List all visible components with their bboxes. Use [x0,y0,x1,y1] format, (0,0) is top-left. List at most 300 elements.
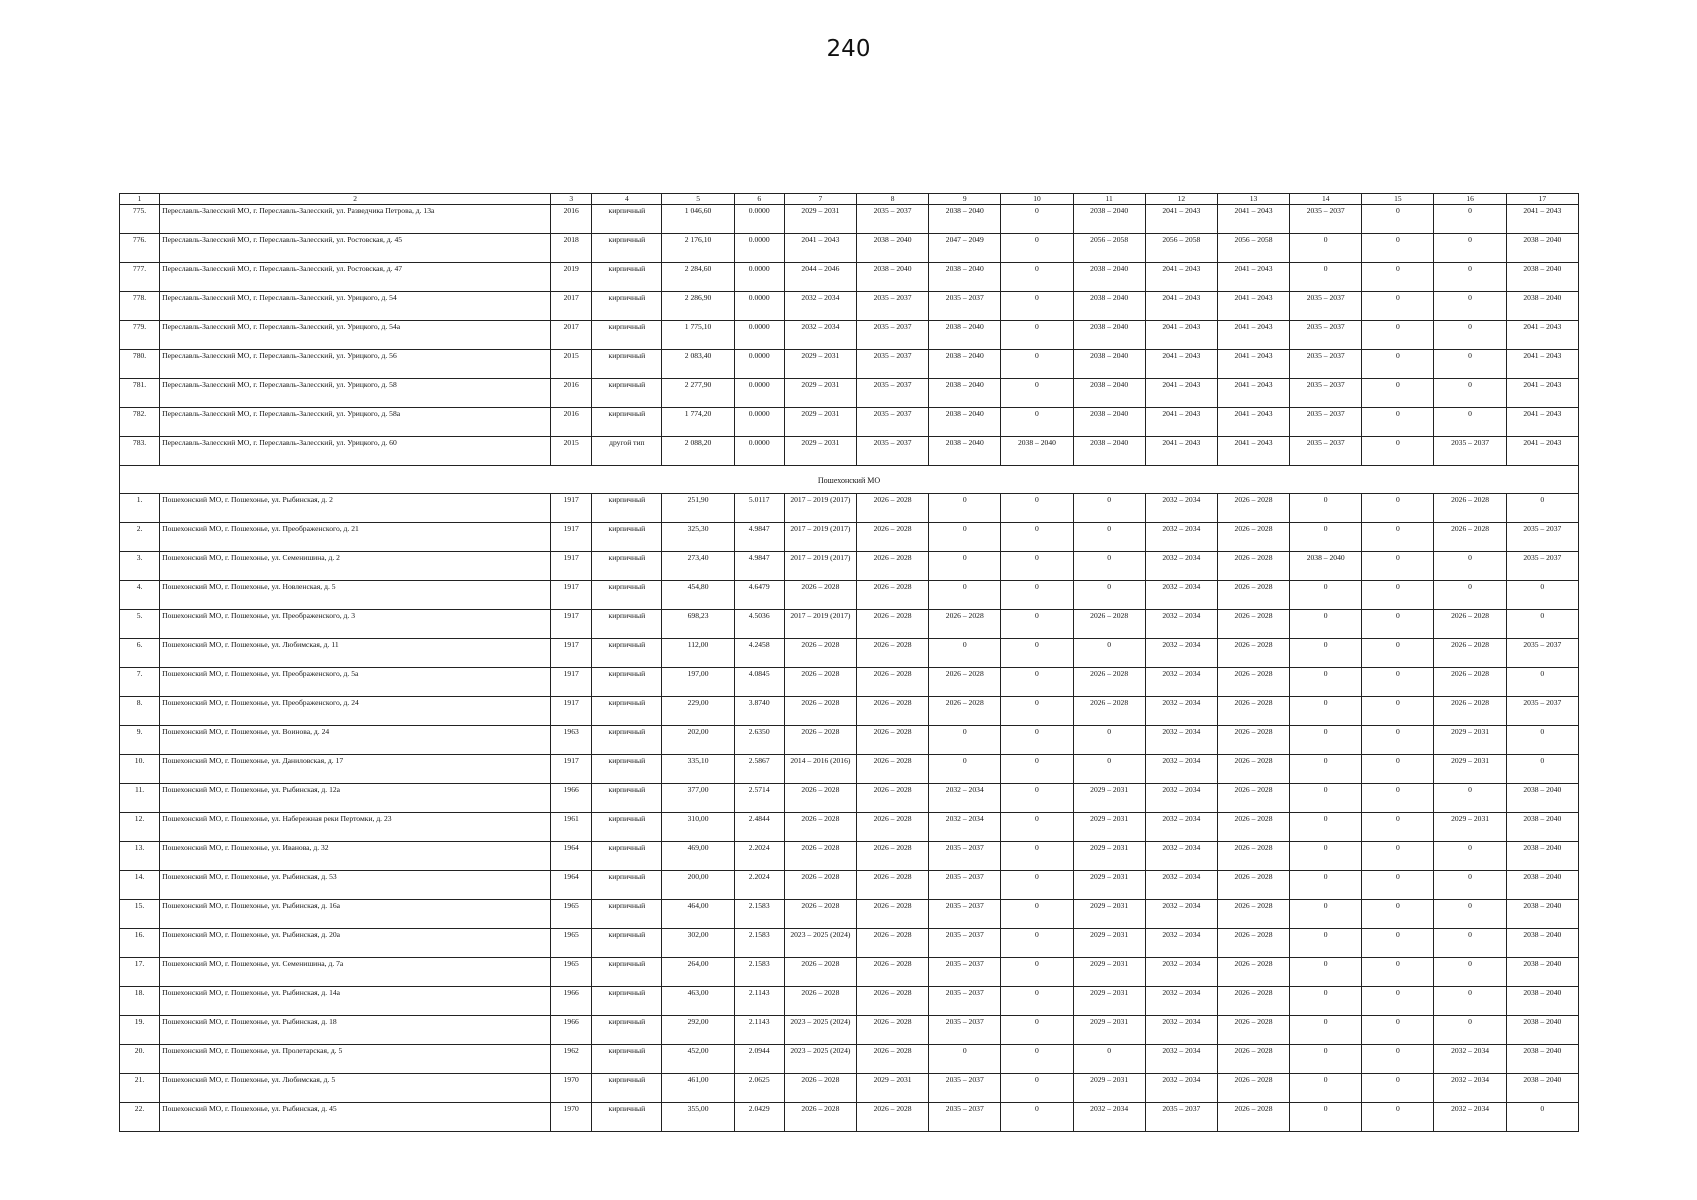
table-cell: 2. [120,523,160,552]
table-cell: 0 [1506,726,1578,755]
table-cell: 2026 – 2028 [784,958,856,987]
table-cell: 2038 – 2040 [856,263,928,292]
table-cell: 202,00 [662,726,734,755]
table-cell: 1964 [551,842,592,871]
table-cell: 2041 – 2043 [1217,408,1289,437]
table-cell: 2026 – 2028 [856,1045,928,1074]
table-cell: 2041 – 2043 [1145,321,1217,350]
table-cell: 2038 – 2040 [1506,871,1578,900]
table-cell: 2026 – 2028 [1217,1103,1289,1132]
table-cell: 2026 – 2028 [1217,1074,1289,1103]
table-cell: Пошехонский МО, г. Пошехонье, ул. Иванова, д. 32 [160,842,551,871]
table-cell: 2041 – 2043 [1145,263,1217,292]
table-cell: кирпичный [592,350,662,379]
table-cell: 17. [120,958,160,987]
table-row [120,263,1579,292]
column-header: 8 [856,194,928,205]
table-cell: 2.1143 [734,987,784,1016]
table-cell: 2026 – 2028 [856,900,928,929]
table-cell: 2041 – 2043 [1506,205,1578,234]
table-row [120,234,1579,263]
table-cell: 2035 – 2037 [1290,379,1362,408]
table-cell: 2035 – 2037 [856,292,928,321]
table-cell: 0 [1001,929,1073,958]
table-cell: 2026 – 2028 [1434,523,1506,552]
table-cell: Переславль-Залесский МО, г. Переславль-Залесский, ул. Урицкого, д. 60 [160,437,551,466]
table-cell: 0 [1001,379,1073,408]
table-cell: 2 286,90 [662,292,734,321]
table-cell: 0 [1362,321,1434,350]
table-cell: 775. [120,205,160,234]
table-cell: 2056 – 2058 [1073,234,1145,263]
table-cell: 2032 – 2034 [1145,697,1217,726]
table-cell: 0 [1073,1045,1145,1074]
table-cell: 2041 – 2043 [1145,379,1217,408]
table-cell: 2029 – 2031 [784,437,856,466]
table-cell: 2032 – 2034 [1145,668,1217,697]
table-cell: 0 [1362,263,1434,292]
table-cell: 2038 – 2040 [1506,929,1578,958]
table-cell: 2032 – 2034 [1145,842,1217,871]
table-cell: 20. [120,1045,160,1074]
table-cell: 2026 – 2028 [1434,494,1506,523]
table-cell: 0 [1434,1016,1506,1045]
table-cell: 2017 – 2019 (2017) [784,494,856,523]
table-cell: 0 [1434,784,1506,813]
table-cell: 2032 – 2034 [784,292,856,321]
table-cell: 0 [1001,321,1073,350]
table-cell: Пошехонский МО, г. Пошехонье, ул. Рыбинская, д. 14а [160,987,551,1016]
table-cell: 0 [1290,958,1362,987]
table-cell: 0 [1434,871,1506,900]
table-cell: 461,00 [662,1074,734,1103]
table-cell: 0 [1362,929,1434,958]
table-cell: кирпичный [592,755,662,784]
table-cell: 2023 – 2025 (2024) [784,929,856,958]
table-cell: 325,30 [662,523,734,552]
table-cell: 0 [1001,581,1073,610]
table-cell: 2038 – 2040 [1506,292,1578,321]
table-cell: 1917 [551,755,592,784]
table-cell: 2038 – 2040 [929,379,1001,408]
table-cell: 12. [120,813,160,842]
table-cell: 1917 [551,494,592,523]
table-cell: 2029 – 2031 [1073,1074,1145,1103]
table-cell: 0.0000 [734,292,784,321]
table-cell: 2035 – 2037 [929,929,1001,958]
table-cell: 0 [1001,842,1073,871]
column-header: 12 [1145,194,1217,205]
table-cell: 2026 – 2028 [1434,639,1506,668]
table-cell: 2026 – 2028 [784,784,856,813]
table-cell: 2032 – 2034 [1145,552,1217,581]
table-cell: 2026 – 2028 [856,871,928,900]
table-cell: 2016 [551,408,592,437]
table-cell: 1970 [551,1103,592,1132]
table-cell: 2026 – 2028 [784,1103,856,1132]
table-cell: 2026 – 2028 [1217,958,1289,987]
table-cell: 2.2024 [734,842,784,871]
table-cell: 2038 – 2040 [1506,958,1578,987]
table-cell: 0 [1001,1016,1073,1045]
table-cell: 0 [1434,321,1506,350]
table-cell: 1. [120,494,160,523]
register-table [119,193,1579,1132]
table-row [120,958,1579,987]
table-cell: 0 [1362,958,1434,987]
table-cell: 2015 [551,437,592,466]
column-header: 5 [662,194,734,205]
table-cell: 2017 – 2019 (2017) [784,523,856,552]
table-row [120,1103,1579,1132]
table-cell: 273,40 [662,552,734,581]
table-cell: 2035 – 2037 [1290,408,1362,437]
table-cell: кирпичный [592,494,662,523]
table-cell: 2029 – 2031 [1073,987,1145,1016]
table-cell: 2023 – 2025 (2024) [784,1045,856,1074]
table-cell: 2035 – 2037 [856,437,928,466]
table-cell: 2041 – 2043 [1506,321,1578,350]
table-cell: 2035 – 2037 [929,900,1001,929]
table-cell: 2038 – 2040 [1506,1074,1578,1103]
table-cell: 2029 – 2031 [1073,1016,1145,1045]
table-cell: 6. [120,639,160,668]
table-cell: 0 [1362,871,1434,900]
table-cell: кирпичный [592,1103,662,1132]
table-cell: 4.2458 [734,639,784,668]
table-cell: 2026 – 2028 [1217,726,1289,755]
table-cell: 2032 – 2034 [1073,1103,1145,1132]
table-cell: Пошехонский МО, г. Пошехонье, ул. Любимская, д. 5 [160,1074,551,1103]
table-cell: Пошехонский МО, г. Пошехонье, ул. Рыбинская, д. 53 [160,871,551,900]
table-cell: 2041 – 2043 [1145,350,1217,379]
table-cell: 2041 – 2043 [1217,437,1289,466]
table-cell: 19. [120,1016,160,1045]
table-cell: 0 [1001,523,1073,552]
table-cell: 2035 – 2037 [856,321,928,350]
table-cell: 2032 – 2034 [1434,1103,1506,1132]
table-cell: 2032 – 2034 [1145,900,1217,929]
table-cell: 2038 – 2040 [929,408,1001,437]
table-cell: 783. [120,437,160,466]
table-cell: 2026 – 2028 [856,668,928,697]
table-cell: 0 [1362,437,1434,466]
table-cell: 2026 – 2028 [1217,929,1289,958]
table-cell: 2026 – 2028 [1217,784,1289,813]
table-cell: 2026 – 2028 [856,697,928,726]
table-cell: 2041 – 2043 [1145,408,1217,437]
table-cell: 2029 – 2031 [784,379,856,408]
table-cell: 1917 [551,581,592,610]
table-row [120,987,1579,1016]
table-cell: 2038 – 2040 [1506,813,1578,842]
column-header: 11 [1073,194,1145,205]
table-row [120,1074,1579,1103]
table-cell: 0 [1362,292,1434,321]
table-cell: 452,00 [662,1045,734,1074]
table-cell: 2017 – 2019 (2017) [784,552,856,581]
table-cell: 2029 – 2031 [1073,929,1145,958]
table-cell: 2032 – 2034 [1145,494,1217,523]
table-cell: Переславль-Залесский МО, г. Переславль-Залесский, ул. Урицкого, д. 58 [160,379,551,408]
table-cell: 2.6350 [734,726,784,755]
table-cell: кирпичный [592,523,662,552]
table-cell: 2017 [551,292,592,321]
table-cell: Пошехонский МО, г. Пошехонье, ул. Рыбинская, д. 20а [160,929,551,958]
table-cell: Пошехонский МО, г. Пошехонье, ул. Рыбинская, д. 2 [160,494,551,523]
table-cell: 2038 – 2040 [1001,437,1073,466]
table-cell: 2038 – 2040 [929,263,1001,292]
table-cell: 2.4844 [734,813,784,842]
table-cell: 2035 – 2037 [1290,205,1362,234]
table-cell: кирпичный [592,900,662,929]
table-cell: 2.2024 [734,871,784,900]
table-cell: 0 [1290,494,1362,523]
table-cell: 2026 – 2028 [856,581,928,610]
table-cell: 0 [1434,205,1506,234]
table-cell: кирпичный [592,1074,662,1103]
table-cell: 2038 – 2040 [929,321,1001,350]
table-cell: 1970 [551,1074,592,1103]
table-cell: 0 [1290,697,1362,726]
table-cell: 0 [1362,494,1434,523]
table-cell: 2038 – 2040 [1073,205,1145,234]
table-cell: 0 [1290,929,1362,958]
table-cell: 2029 – 2031 [1073,900,1145,929]
table-cell: 2032 – 2034 [1145,871,1217,900]
table-cell: 377,00 [662,784,734,813]
table-cell: 2026 – 2028 [784,581,856,610]
table-row [120,408,1579,437]
table-cell: кирпичный [592,263,662,292]
table-cell: 2056 – 2058 [1145,234,1217,263]
table-cell: 2038 – 2040 [1290,552,1362,581]
table-cell: 0 [1073,523,1145,552]
table-cell: 1965 [551,958,592,987]
table-cell: 2035 – 2037 [1506,552,1578,581]
table-cell: 0 [1290,784,1362,813]
table-cell: Пошехонский МО, г. Пошехонье, ул. Преображенского, д. 24 [160,697,551,726]
table-cell: 2041 – 2043 [1506,379,1578,408]
table-cell: 0 [1073,639,1145,668]
table-cell: 0.0000 [734,234,784,263]
table-cell: 2.1583 [734,900,784,929]
table-cell: 2016 [551,379,592,408]
table-cell: кирпичный [592,292,662,321]
table-cell: 2023 – 2025 (2024) [784,1016,856,1045]
table-cell: 2026 – 2028 [784,1074,856,1103]
table-cell: кирпичный [592,668,662,697]
table-cell: 2026 – 2028 [784,668,856,697]
table-cell: кирпичный [592,552,662,581]
table-cell: 0 [1290,813,1362,842]
table-cell: 2026 – 2028 [784,697,856,726]
table-cell: 1 046,60 [662,205,734,234]
table-cell: 2026 – 2028 [1217,581,1289,610]
table-cell: 0 [1506,494,1578,523]
table-cell: 2032 – 2034 [784,321,856,350]
table-cell: 310,00 [662,813,734,842]
table-cell: 0 [1001,1103,1073,1132]
table-cell: 2032 – 2034 [1145,987,1217,1016]
table-cell: 1917 [551,610,592,639]
table-cell: 0.0000 [734,350,784,379]
table-cell: кирпичный [592,379,662,408]
table-cell: 2029 – 2031 [1434,726,1506,755]
table-cell: 0 [929,494,1001,523]
table-cell: 0 [1290,668,1362,697]
table-cell: 0 [1073,581,1145,610]
table-cell: 2041 – 2043 [784,234,856,263]
table-cell: 0 [1434,234,1506,263]
table-cell: 0 [1001,639,1073,668]
table-cell: 2029 – 2031 [1073,871,1145,900]
table-cell: 0 [1073,552,1145,581]
table-cell: 335,10 [662,755,734,784]
table-cell: 2026 – 2028 [856,784,928,813]
table-cell: 0.0000 [734,408,784,437]
table-cell: 0 [1073,494,1145,523]
table-cell: 2035 – 2037 [856,379,928,408]
table-cell: 0 [1290,1103,1362,1132]
table-cell: кирпичный [592,205,662,234]
table-row [120,813,1579,842]
table-row [120,523,1579,552]
table-cell: 2038 – 2040 [1073,263,1145,292]
table-cell: кирпичный [592,958,662,987]
table-cell: 0 [929,1045,1001,1074]
table-cell: 11. [120,784,160,813]
table-cell: 779. [120,321,160,350]
table-cell: 0 [1506,581,1578,610]
table-cell: 0 [1001,987,1073,1016]
table-cell: 0 [1001,1045,1073,1074]
column-header: 10 [1001,194,1073,205]
table-cell: 0 [1434,581,1506,610]
table-cell: 2029 – 2031 [784,350,856,379]
table-cell: 2026 – 2028 [856,494,928,523]
table-cell: 0 [1434,292,1506,321]
table-cell: 2041 – 2043 [1506,350,1578,379]
table-cell: 2035 – 2037 [929,871,1001,900]
table-cell: 0 [1362,987,1434,1016]
column-header: 15 [1362,194,1434,205]
table-row [120,755,1579,784]
table-cell: 1917 [551,639,592,668]
table-cell: 0 [1362,379,1434,408]
table-cell: 0 [1001,784,1073,813]
table-cell: 2029 – 2031 [1073,842,1145,871]
table-cell: 2035 – 2037 [929,292,1001,321]
table-cell: 2035 – 2037 [1290,437,1362,466]
table-cell: 2019 [551,263,592,292]
table-cell: 0 [1434,987,1506,1016]
table-cell: 0 [1506,755,1578,784]
table-cell: 2035 – 2037 [1506,639,1578,668]
table-cell: 2026 – 2028 [784,871,856,900]
table-cell: 0 [1073,755,1145,784]
table-cell: 2016 [551,205,592,234]
table-cell: 463,00 [662,987,734,1016]
table-cell: 1917 [551,523,592,552]
table-cell: 0 [1434,900,1506,929]
table-cell: кирпичный [592,813,662,842]
table-cell: кирпичный [592,408,662,437]
table-row [120,726,1579,755]
table-cell: 0 [1001,494,1073,523]
table-cell: 2026 – 2028 [856,958,928,987]
table-cell: 2041 – 2043 [1145,437,1217,466]
table-cell: 0.0000 [734,321,784,350]
table-cell: Пошехонский МО, г. Пошехонье, ул. Рыбинская, д. 45 [160,1103,551,1132]
column-header: 6 [734,194,784,205]
table-cell: 2026 – 2028 [856,1016,928,1045]
table-cell: 2032 – 2034 [1145,581,1217,610]
table-cell: 0 [1290,234,1362,263]
table-cell: 2035 – 2037 [1290,321,1362,350]
table-cell: 469,00 [662,842,734,871]
table-cell: 0 [1290,842,1362,871]
table-cell: 2038 – 2040 [1506,900,1578,929]
table-cell: 0 [1001,726,1073,755]
table-cell: 2026 – 2028 [1217,1016,1289,1045]
table-cell: кирпичный [592,871,662,900]
table-cell: 2.1143 [734,1016,784,1045]
table-cell: 2038 – 2040 [1506,234,1578,263]
table-cell: 2032 – 2034 [1145,726,1217,755]
table-cell: 2.0429 [734,1103,784,1132]
table-cell: 2035 – 2037 [929,1016,1001,1045]
table-cell: 0 [1290,900,1362,929]
table-cell: Пошехонский МО, г. Пошехонье, ул. Преображенского, д. 5а [160,668,551,697]
table-cell: 2.5867 [734,755,784,784]
table-cell: 18. [120,987,160,1016]
table-cell: 0 [929,523,1001,552]
table-cell: 1917 [551,668,592,697]
table-cell: кирпичный [592,639,662,668]
table-cell: 777. [120,263,160,292]
table-row [120,639,1579,668]
table-cell: кирпичный [592,929,662,958]
table-cell: 2026 – 2028 [856,842,928,871]
table-cell: 1966 [551,784,592,813]
table-cell: 776. [120,234,160,263]
table-cell: 0 [1506,1103,1578,1132]
table-cell: 2015 [551,350,592,379]
table-cell: 1 775,10 [662,321,734,350]
table-cell: 2.1583 [734,958,784,987]
table-cell: 782. [120,408,160,437]
table-cell: 1962 [551,1045,592,1074]
table-row [120,205,1579,234]
table-cell: 2038 – 2040 [929,350,1001,379]
table-cell: 7. [120,668,160,697]
table-cell: 2038 – 2040 [929,437,1001,466]
table-cell: 2026 – 2028 [1217,523,1289,552]
table-cell: 2032 – 2034 [1145,1016,1217,1045]
table-cell: 0 [1434,350,1506,379]
table-row [120,900,1579,929]
table-cell: 2041 – 2043 [1217,263,1289,292]
table-cell: Пошехонский МО, г. Пошехонье, ул. Преображенского, д. 21 [160,523,551,552]
table-cell: 2038 – 2040 [1506,1016,1578,1045]
table-cell: 2026 – 2028 [1217,755,1289,784]
table-cell: Пошехонский МО, г. Пошехонье, ул. Воинова, д. 24 [160,726,551,755]
table-cell: 0 [1362,234,1434,263]
table-cell: 0 [1290,610,1362,639]
table-cell: 0 [1362,755,1434,784]
table-cell: 2026 – 2028 [856,639,928,668]
